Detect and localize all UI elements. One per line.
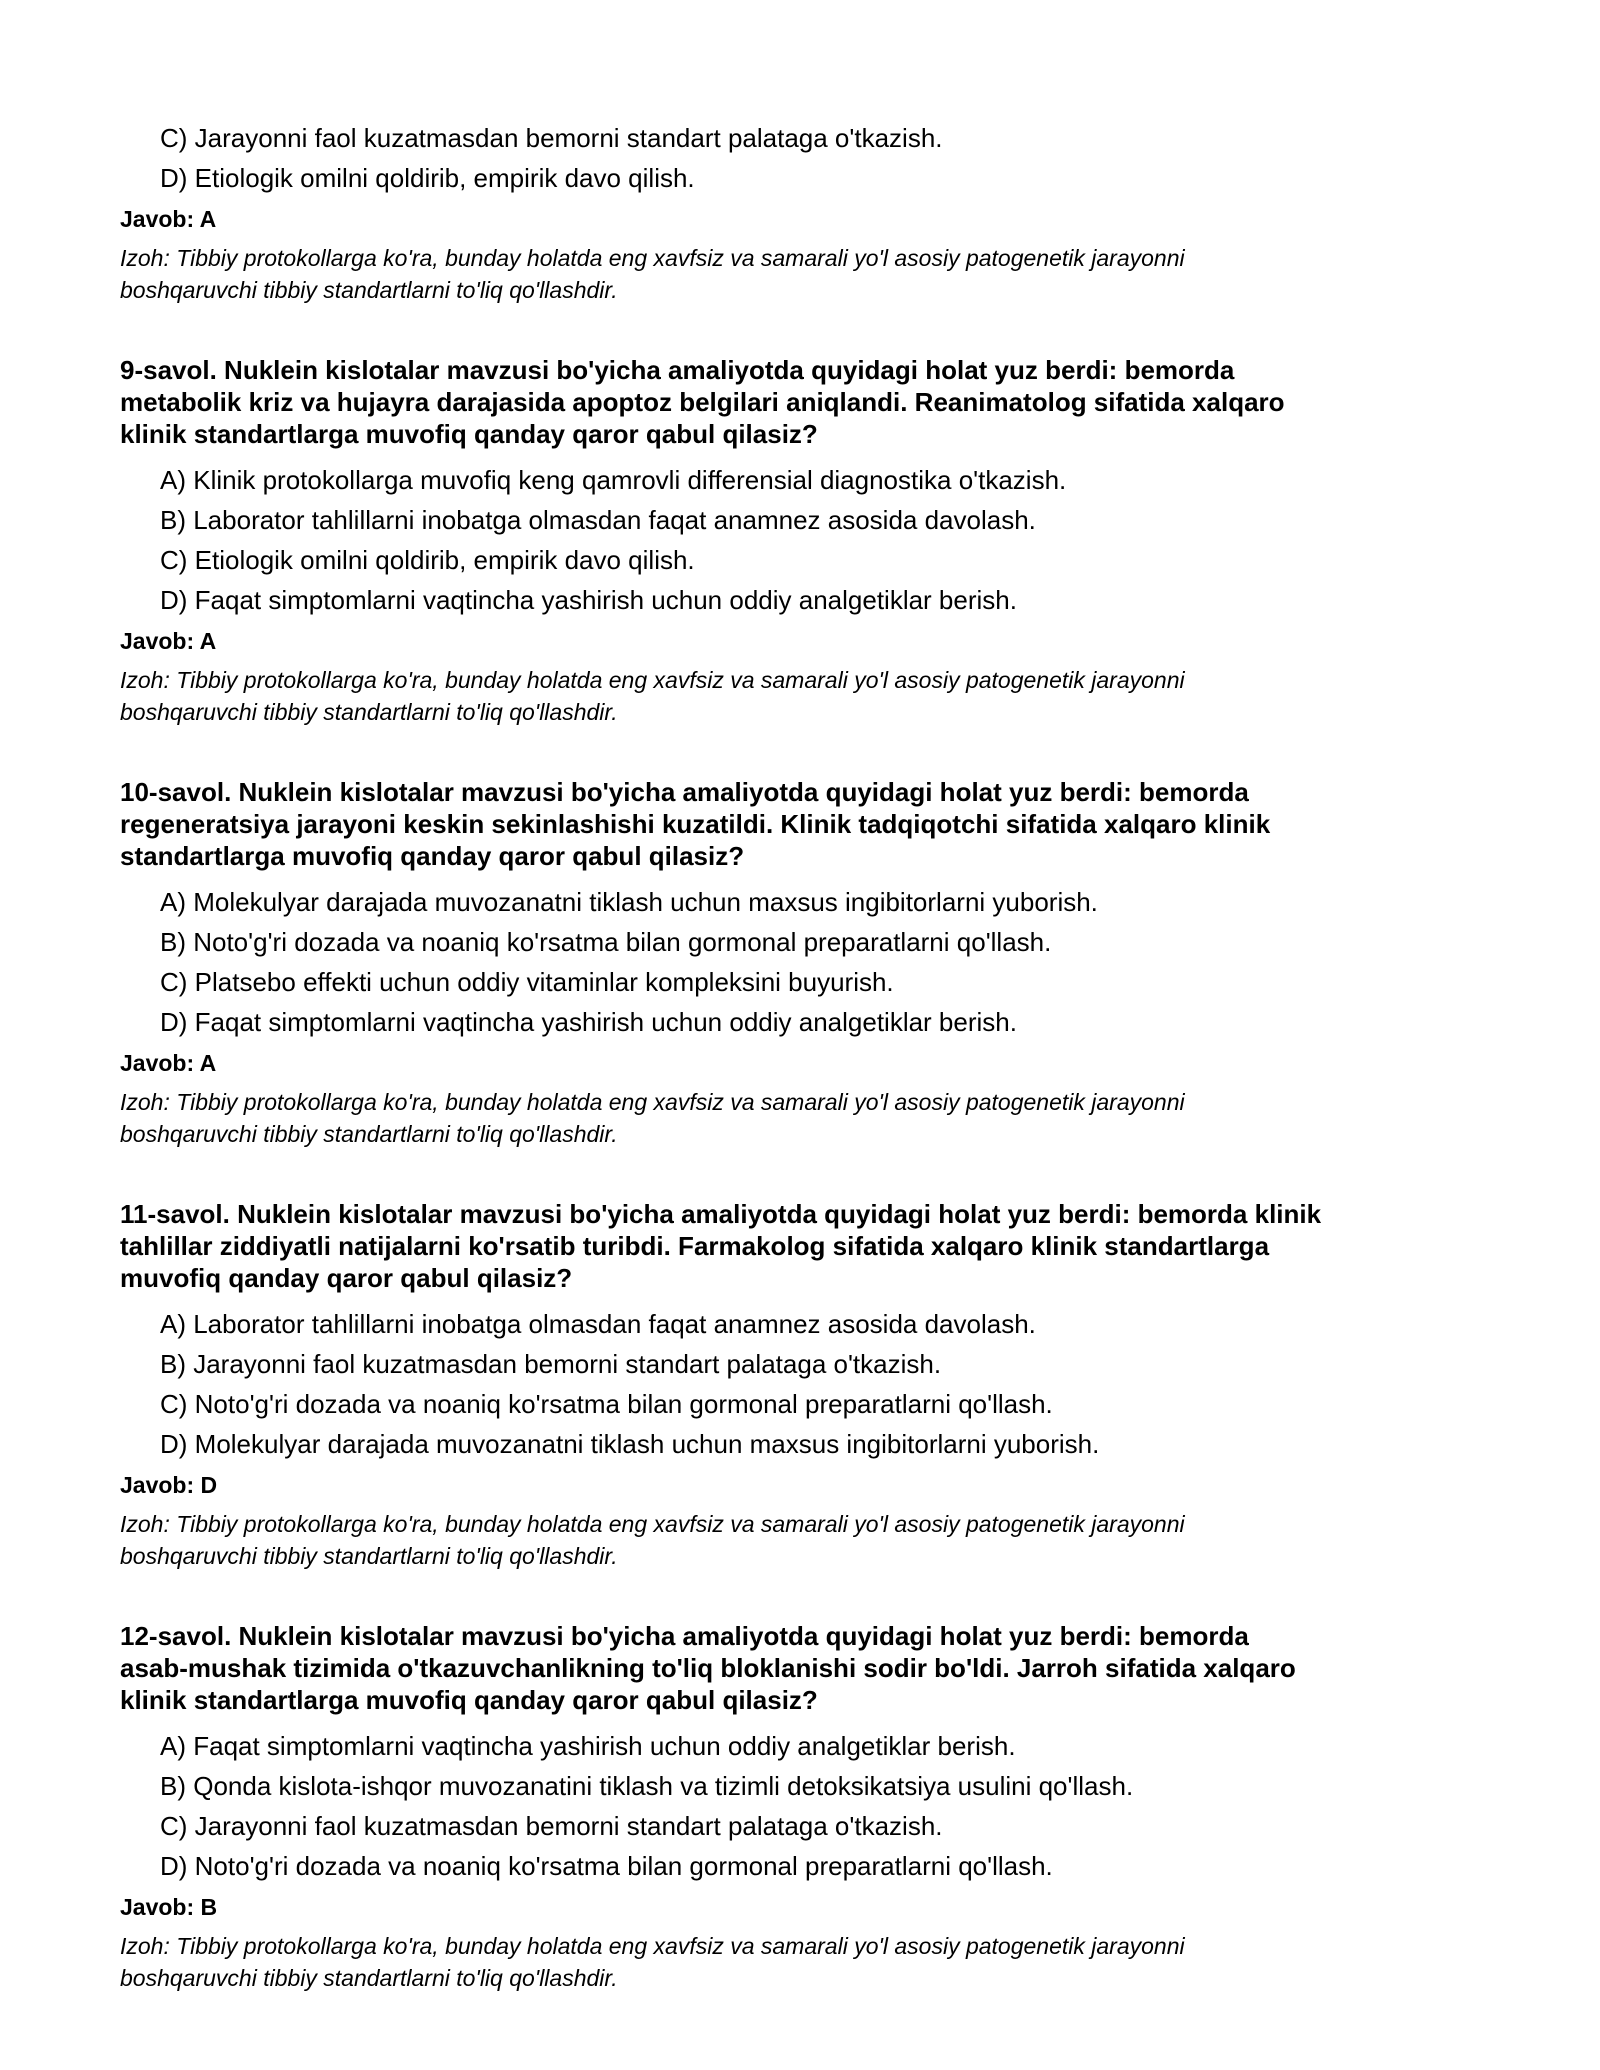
note-line: boshqaruvchi tibbiy standartlarni to'liq qo'llashdir.: [120, 699, 618, 725]
option-d: D) Molekulyar darajada muvozanatni tiklash uchun maxsus ingibitorlarni yuborish.: [160, 1429, 1100, 1459]
option-a: A) Laborator tahlillarni inobatga olmasdan faqat anamnez asosida davolash.: [160, 1309, 1036, 1339]
question-line: muvofiq qanday qaror qabul qilasiz?: [120, 1263, 573, 1293]
option-c: C) Noto'g'ri dozada va noaniq ko'rsatma bilan gormonal preparatlarni qo'llash.: [160, 1389, 1053, 1419]
option-b: B) Jarayonni faol kuzatmasdan bemorni standart palataga o'tkazish.: [160, 1349, 942, 1379]
option-c: C) Etiologik omilni qoldirib, empirik davo qilish.: [160, 545, 695, 575]
option-b: B) Noto'g'ri dozada va noaniq ko'rsatma bilan gormonal preparatlarni qo'llash.: [160, 927, 1052, 957]
question-10: [120, 776, 1480, 1150]
option-a: A) Faqat simptomlarni vaqtincha yashirish uchun oddiy analgetiklar berish.: [160, 1731, 1016, 1761]
explanation-note: [120, 1508, 1480, 1572]
option-c: C) Platsebo effekti uchun oddiy vitaminlar kompleksini buyurish.: [160, 967, 894, 997]
option-b: B) Laborator tahlillarni inobatga olmasdan faqat anamnez asosida davolash.: [160, 505, 1036, 535]
question-line: standartlarga muvofiq qanday qaror qabul qilasiz?: [120, 841, 745, 871]
option-d: D) Faqat simptomlarni vaqtincha yashirish uchun oddiy analgetiklar berish.: [160, 1007, 1017, 1037]
question-text: [120, 354, 1480, 450]
option-d: D) Noto'g'ri dozada va noaniq ko'rsatma bilan gormonal preparatlarni qo'llash.: [160, 1851, 1053, 1881]
question-line: 9-savol. Nuklein kislotalar mavzusi bo'yicha amaliyotda quyidagi holat yuz berdi: bemorda: [120, 355, 1235, 385]
option-b: B) Qonda kislota-ishqor muvozanatini tiklash va tizimli detoksikatsiya usulini qo'llash.: [160, 1771, 1134, 1801]
option-c: C) Jarayonni faol kuzatmasdan bemorni standart palataga o'tkazish.: [160, 123, 943, 153]
note-line: Izoh: Tibbiy protokollarga ko'ra, bunday holatda eng xavfsiz va samarali yo'l asosiy patogenetik jarayonni: [120, 1089, 1185, 1115]
question-line: 11-savol. Nuklein kislotalar mavzusi bo'yicha amaliyotda quyidagi holat yuz berdi: bemorda klinik: [120, 1199, 1322, 1229]
option-a: A) Molekulyar darajada muvozanatni tiklash uchun maxsus ingibitorlarni yuborish.: [160, 887, 1098, 917]
option-d: D) Etiologik omilni qoldirib, empirik davo qilish.: [160, 163, 695, 193]
explanation-note: [120, 664, 1480, 728]
answer-label: Javob: D: [120, 1472, 218, 1498]
option-c: C) Jarayonni faol kuzatmasdan bemorni standart palataga o'tkazish.: [160, 1811, 943, 1841]
note-line: Izoh: Tibbiy protokollarga ko'ra, bunday holatda eng xavfsiz va samarali yo'l asosiy patogenetik jarayonni: [120, 667, 1185, 693]
question-line: 12-savol. Nuklein kislotalar mavzusi bo'yicha amaliyotda quyidagi holat yuz berdi: bemorda: [120, 1621, 1249, 1651]
question-line: metabolik kriz va hujayra darajasida apoptoz belgilari aniqlandi. Reanimatolog sifatida xalqaro: [120, 387, 1285, 417]
document-page: [120, 118, 1480, 2042]
question-line: klinik standartlarga muvofiq qanday qaror qabul qilasiz?: [120, 419, 818, 449]
question-12: [120, 1620, 1480, 1994]
note-line: boshqaruvchi tibbiy standartlarni to'liq qo'llashdir.: [120, 1121, 618, 1147]
option-a: A) Klinik protokollarga muvofiq keng qamrovli differensial diagnostika o'tkazish.: [160, 465, 1067, 495]
answer-label: Javob: A: [120, 206, 217, 232]
note-line: Izoh: Tibbiy protokollarga ko'ra, bunday holatda eng xavfsiz va samarali yo'l asosiy patogenetik jarayonni: [120, 245, 1185, 271]
explanation-note: [120, 1930, 1480, 1994]
question-line: klinik standartlarga muvofiq qanday qaror qabul qilasiz?: [120, 1685, 818, 1715]
question-text: [120, 776, 1480, 872]
option-d: D) Faqat simptomlarni vaqtincha yashirish uchun oddiy analgetiklar berish.: [160, 585, 1017, 615]
question-8-continuation: [120, 118, 1480, 306]
question-line: regeneratsiya jarayoni keskin sekinlashishi kuzatildi. Klinik tadqiqotchi sifatida xalqaro klinik: [120, 809, 1271, 839]
question-line: 10-savol. Nuklein kislotalar mavzusi bo'yicha amaliyotda quyidagi holat yuz berdi: bemorda: [120, 777, 1249, 807]
note-line: boshqaruvchi tibbiy standartlarni to'liq qo'llashdir.: [120, 277, 618, 303]
note-line: Izoh: Tibbiy protokollarga ko'ra, bunday holatda eng xavfsiz va samarali yo'l asosiy patogenetik jarayonni: [120, 1511, 1185, 1537]
question-text: [120, 1620, 1480, 1716]
note-line: Izoh: Tibbiy protokollarga ko'ra, bunday holatda eng xavfsiz va samarali yo'l asosiy patogenetik jarayonni: [120, 1933, 1185, 1959]
note-line: boshqaruvchi tibbiy standartlarni to'liq qo'llashdir.: [120, 1543, 618, 1569]
answer-label: Javob: A: [120, 1050, 217, 1076]
answer-label: Javob: A: [120, 628, 217, 654]
answer-label: Javob: B: [120, 1894, 218, 1920]
question-text: [120, 1198, 1480, 1294]
explanation-note: [120, 242, 1480, 306]
note-line: boshqaruvchi tibbiy standartlarni to'liq qo'llashdir.: [120, 1965, 618, 1991]
question-line: asab-mushak tizimida o'tkazuvchanlikning to'liq bloklanishi sodir bo'ldi. Jarroh sifatida xalqaro: [120, 1653, 1296, 1683]
question-9: [120, 354, 1480, 728]
question-11: [120, 1198, 1480, 1572]
question-line: tahlillar ziddiyatli natijalarni ko'rsatib turibdi. Farmakolog sifatida xalqaro klinik standartlarga: [120, 1231, 1270, 1261]
explanation-note: [120, 1086, 1480, 1150]
